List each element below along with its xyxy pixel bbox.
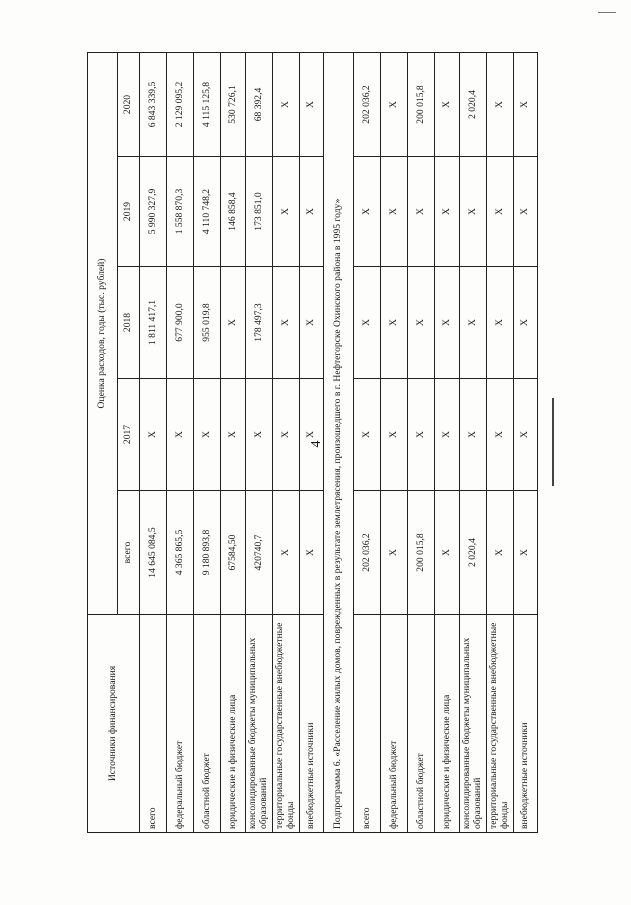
value-cell: 530 726,1 <box>221 52 246 156</box>
value-cell: X <box>273 157 300 267</box>
table-row <box>140 52 167 832</box>
value-cell: 4 110 748,2 <box>194 157 221 267</box>
table-row <box>194 52 221 832</box>
value-cell: X <box>514 52 538 156</box>
value-cell: 9 180 893,8 <box>194 491 221 615</box>
value-cell: X <box>514 267 538 379</box>
header-group: Оценка расходов, годы (тыс. рублей) <box>88 52 118 614</box>
value-cell: 2 020,4 <box>460 491 487 615</box>
source-cell: юридические и физические лица <box>221 615 246 833</box>
value-cell: X <box>381 491 408 615</box>
table-row <box>221 52 246 832</box>
value-cell: 2 020,4 <box>460 52 487 156</box>
source-cell: территориальные государственные внебюджетные фонды <box>273 615 300 833</box>
source-cell: областной бюджет <box>408 615 435 833</box>
value-cell: X <box>460 157 487 267</box>
value-cell: X <box>300 379 324 491</box>
value-cell: 4 115 125,8 <box>194 52 221 156</box>
source-cell: областной бюджет <box>194 615 221 833</box>
value-cell: 955 019,8 <box>194 267 221 379</box>
header-source: Источники финансирования <box>88 615 140 833</box>
value-cell: X <box>273 379 300 491</box>
value-cell: X <box>221 267 246 379</box>
value-cell: X <box>381 52 408 156</box>
value-cell: X <box>514 157 538 267</box>
value-cell: X <box>435 157 460 267</box>
source-cell: всего <box>354 615 381 833</box>
value-cell: X <box>273 52 300 156</box>
table-row <box>246 52 273 832</box>
value-cell: 200 015,8 <box>408 491 435 615</box>
header-row-group <box>88 52 118 832</box>
value-cell: 1 558 870,3 <box>167 157 194 267</box>
value-cell: X <box>487 157 514 267</box>
value-cell: X <box>167 379 194 491</box>
value-cell: X <box>381 379 408 491</box>
value-cell: X <box>381 267 408 379</box>
page-number: 4 <box>309 440 324 448</box>
scan-corner-mark <box>598 12 616 13</box>
value-cell: 67584,50 <box>221 491 246 615</box>
source-cell: федеральный бюджет <box>167 615 194 833</box>
header-col-2018: 2018 <box>118 267 140 379</box>
table-row <box>300 52 324 832</box>
source-cell: консолидированные бюджеты муниципальных образований <box>460 615 487 833</box>
value-cell: 4 365 865,5 <box>167 491 194 615</box>
value-cell: 677 900,0 <box>167 267 194 379</box>
source-cell: федеральный бюджет <box>381 615 408 833</box>
value-cell: X <box>194 379 221 491</box>
value-cell: 202 036,2 <box>354 52 381 156</box>
source-cell: всего <box>140 615 167 833</box>
value-cell: X <box>435 267 460 379</box>
value-cell: X <box>408 379 435 491</box>
value-cell: 420740,7 <box>246 491 273 615</box>
value-cell: X <box>460 267 487 379</box>
table-row <box>167 52 194 832</box>
value-cell: X <box>354 267 381 379</box>
table-row <box>514 52 538 832</box>
subprogram-title: Подпрограмма 6. «Расселение жилых домов, поврежденных в результате землетрясения, произошедшего в г. Нефтегорске Охинского района в 1995 году» <box>324 52 354 832</box>
value-cell: X <box>487 379 514 491</box>
source-cell: консолидированные бюджеты муниципальных образований <box>246 615 273 833</box>
value-cell: X <box>514 379 538 491</box>
value-cell: X <box>246 379 273 491</box>
table-row <box>381 52 408 832</box>
value-cell: 14 645 084,5 <box>140 491 167 615</box>
value-cell: X <box>381 157 408 267</box>
value-cell: X <box>221 379 246 491</box>
header-col-2019: 2019 <box>118 157 140 267</box>
header-col-2020: 2020 <box>118 52 140 156</box>
value-cell: X <box>435 491 460 615</box>
table-row <box>354 52 381 832</box>
value-cell: X <box>300 491 324 615</box>
value-cell: X <box>273 491 300 615</box>
value-cell: X <box>435 52 460 156</box>
value-cell: 68 392,4 <box>246 52 273 156</box>
value-cell: 2 129 095,2 <box>167 52 194 156</box>
value-cell: X <box>460 379 487 491</box>
value-cell: X <box>300 157 324 267</box>
value-cell: X <box>487 267 514 379</box>
value-cell: 146 858,4 <box>221 157 246 267</box>
value-cell: 5 990 327,9 <box>140 157 167 267</box>
table-row <box>460 52 487 832</box>
header-col-total: всего <box>118 491 140 615</box>
value-cell: X <box>273 267 300 379</box>
value-cell: 202 036,2 <box>354 491 381 615</box>
value-cell: X <box>140 379 167 491</box>
value-cell: 173 851,0 <box>246 157 273 267</box>
source-cell: внебюджетные источники <box>514 615 538 833</box>
table-row <box>408 52 435 832</box>
funding-table-body <box>88 52 538 832</box>
value-cell: 200 015,8 <box>408 52 435 156</box>
value-cell: X <box>354 157 381 267</box>
value-cell: X <box>300 267 324 379</box>
subprogram-row <box>324 52 354 832</box>
value-cell: X <box>408 267 435 379</box>
table-row <box>435 52 460 832</box>
value-cell: X <box>435 379 460 491</box>
value-cell: X <box>514 491 538 615</box>
table-row <box>487 52 514 832</box>
header-col-2017: 2017 <box>118 379 140 491</box>
funding-table <box>87 52 538 833</box>
value-cell: X <box>487 52 514 156</box>
table-row <box>273 52 300 832</box>
value-cell: X <box>300 52 324 156</box>
value-cell: 1 811 417,1 <box>140 267 167 379</box>
value-cell: 6 843 339,5 <box>140 52 167 156</box>
source-cell: юридические и физические лица <box>435 615 460 833</box>
source-cell: территориальные государственные внебюджетные фонды <box>487 615 514 833</box>
signature-rule <box>552 398 554 486</box>
value-cell: X <box>354 379 381 491</box>
value-cell: X <box>408 157 435 267</box>
source-cell: внебюджетные источники <box>300 615 324 833</box>
value-cell: 178 497,3 <box>246 267 273 379</box>
value-cell: X <box>487 491 514 615</box>
rotated-table-wrapper <box>87 53 531 833</box>
